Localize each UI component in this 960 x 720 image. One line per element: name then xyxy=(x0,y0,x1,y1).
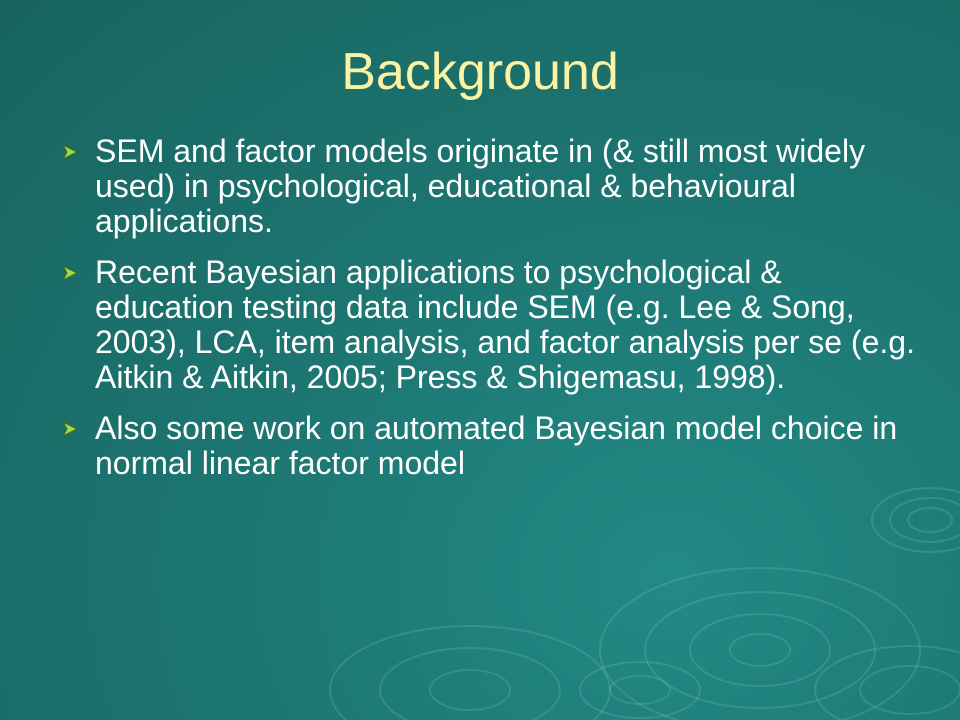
arrow-bullet-icon xyxy=(60,143,80,161)
bullet-text: Also some work on automated Bayesian model choice in normal linear factor model xyxy=(95,410,898,481)
bullet-list xyxy=(60,134,920,497)
arrow-bullet-icon xyxy=(60,420,80,438)
bullet-item xyxy=(60,134,920,239)
bullet-item xyxy=(60,411,920,481)
arrow-bullet-icon xyxy=(60,264,80,282)
slide-title: Background xyxy=(341,43,619,101)
bullet-text: SEM and factor models originate in (& still most widely used) in psychological, educational & behavioural applications. xyxy=(95,133,866,239)
bullet-text: Recent Bayesian applications to psychological & education testing data include SEM (e.g. Lee & Song, 2003), LCA, item analysis, and factor analysis per se (e.g. Aitkin & Aitkin, 2005; Press & Shigemasu, 1998). xyxy=(95,254,915,395)
bullet-item xyxy=(60,255,920,395)
